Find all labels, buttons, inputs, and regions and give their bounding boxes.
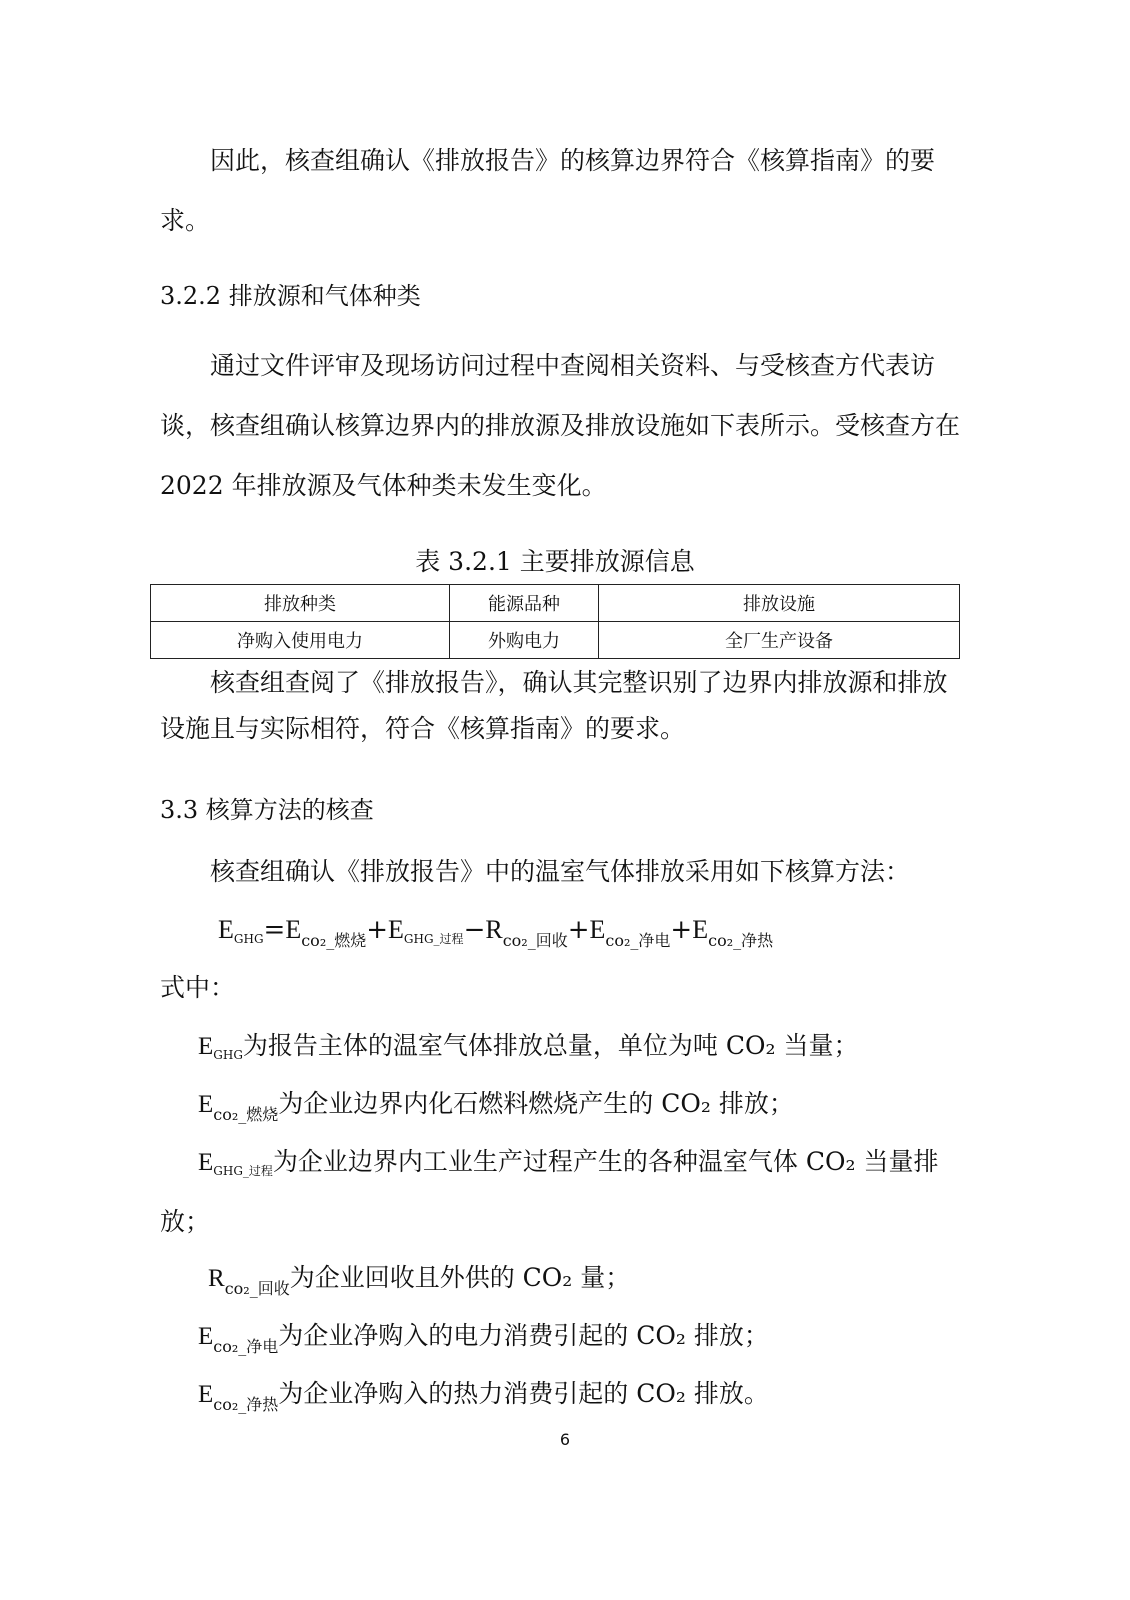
table-header-cell: 能源品种 [450,585,599,622]
definition-process-continued: 放； [160,1207,211,1236]
where-label: 式中： [160,973,236,1002]
page-number: 6 [559,1430,571,1449]
definition-ghg-total: $E_{GHG}$为报告主体的温室气体排放总量，单位为吨 CO₂ 当量； [198,1031,859,1062]
section-heading-3-3: 3.3 核算方法的核查 [160,796,374,824]
definition-net-heat: $E_{co_2\_净热}$为企业净购入的热力消费引起的 CO₂ 排放。 [198,1379,769,1414]
paragraph-emission-sources: 通过文件评审及现场访问过程中查阅相关资料、与受核查方代表访谈，核查组确认核算边界内的排放源及排放设施如下表所示。受核查方在 2022 年排放源及气体种类未发生变化。 [160,351,961,500]
table-header-row [151,585,960,622]
definition-net-electricity: $E_{co_2\_净电}$为企业净购入的电力消费引起的 CO₂ 排放； [198,1321,769,1356]
paragraph-boundary-conclusion: 因此，核查组确认《排放报告》的核算边界符合《核算指南》的要求。 [160,146,936,235]
definition-combustion: $E_{co_2\_燃烧}$为企业边界内化石燃料燃烧产生的 CO₂ 排放； [198,1089,794,1124]
definition-process: $E_{GHG\_过程}$为企业边界内工业生产过程产生的各种温室气体 CO₂ 当量排 [198,1147,939,1178]
definition-recovery: $R_{co_2\_回收}$为企业回收且外供的 CO₂ 量； [208,1263,631,1298]
table-cell: 外购电力 [450,622,599,659]
emission-formula: $EGHG=E_{co_2\_燃烧}+EGHG\_$过程$-R_{co_2\_回收}+E_{co_2\_净电}+E_{co_2\_净热}$ [218,915,774,950]
table-row [151,622,960,659]
section-heading-3-2-2: 3.2.2 排放源和气体种类 [160,282,421,310]
paragraph-review-conclusion: 核查组查阅了《排放报告》，确认其完整识别了边界内排放源和排放设施且与实际相符，符合《核算指南》的要求。 [160,668,948,743]
paragraph-method-intro: 核查组确认《排放报告》中的温室气体排放采用如下核算方法： [210,857,911,886]
table-header-cell: 排放设施 [599,585,960,622]
table-cell: 净购入使用电力 [151,622,450,659]
table-header-cell: 排放种类 [151,585,450,622]
table-cell: 全厂生产设备 [599,622,960,659]
emission-source-table [150,584,960,659]
table-caption: 表 3.2.1 主要排放源信息 [415,547,695,576]
